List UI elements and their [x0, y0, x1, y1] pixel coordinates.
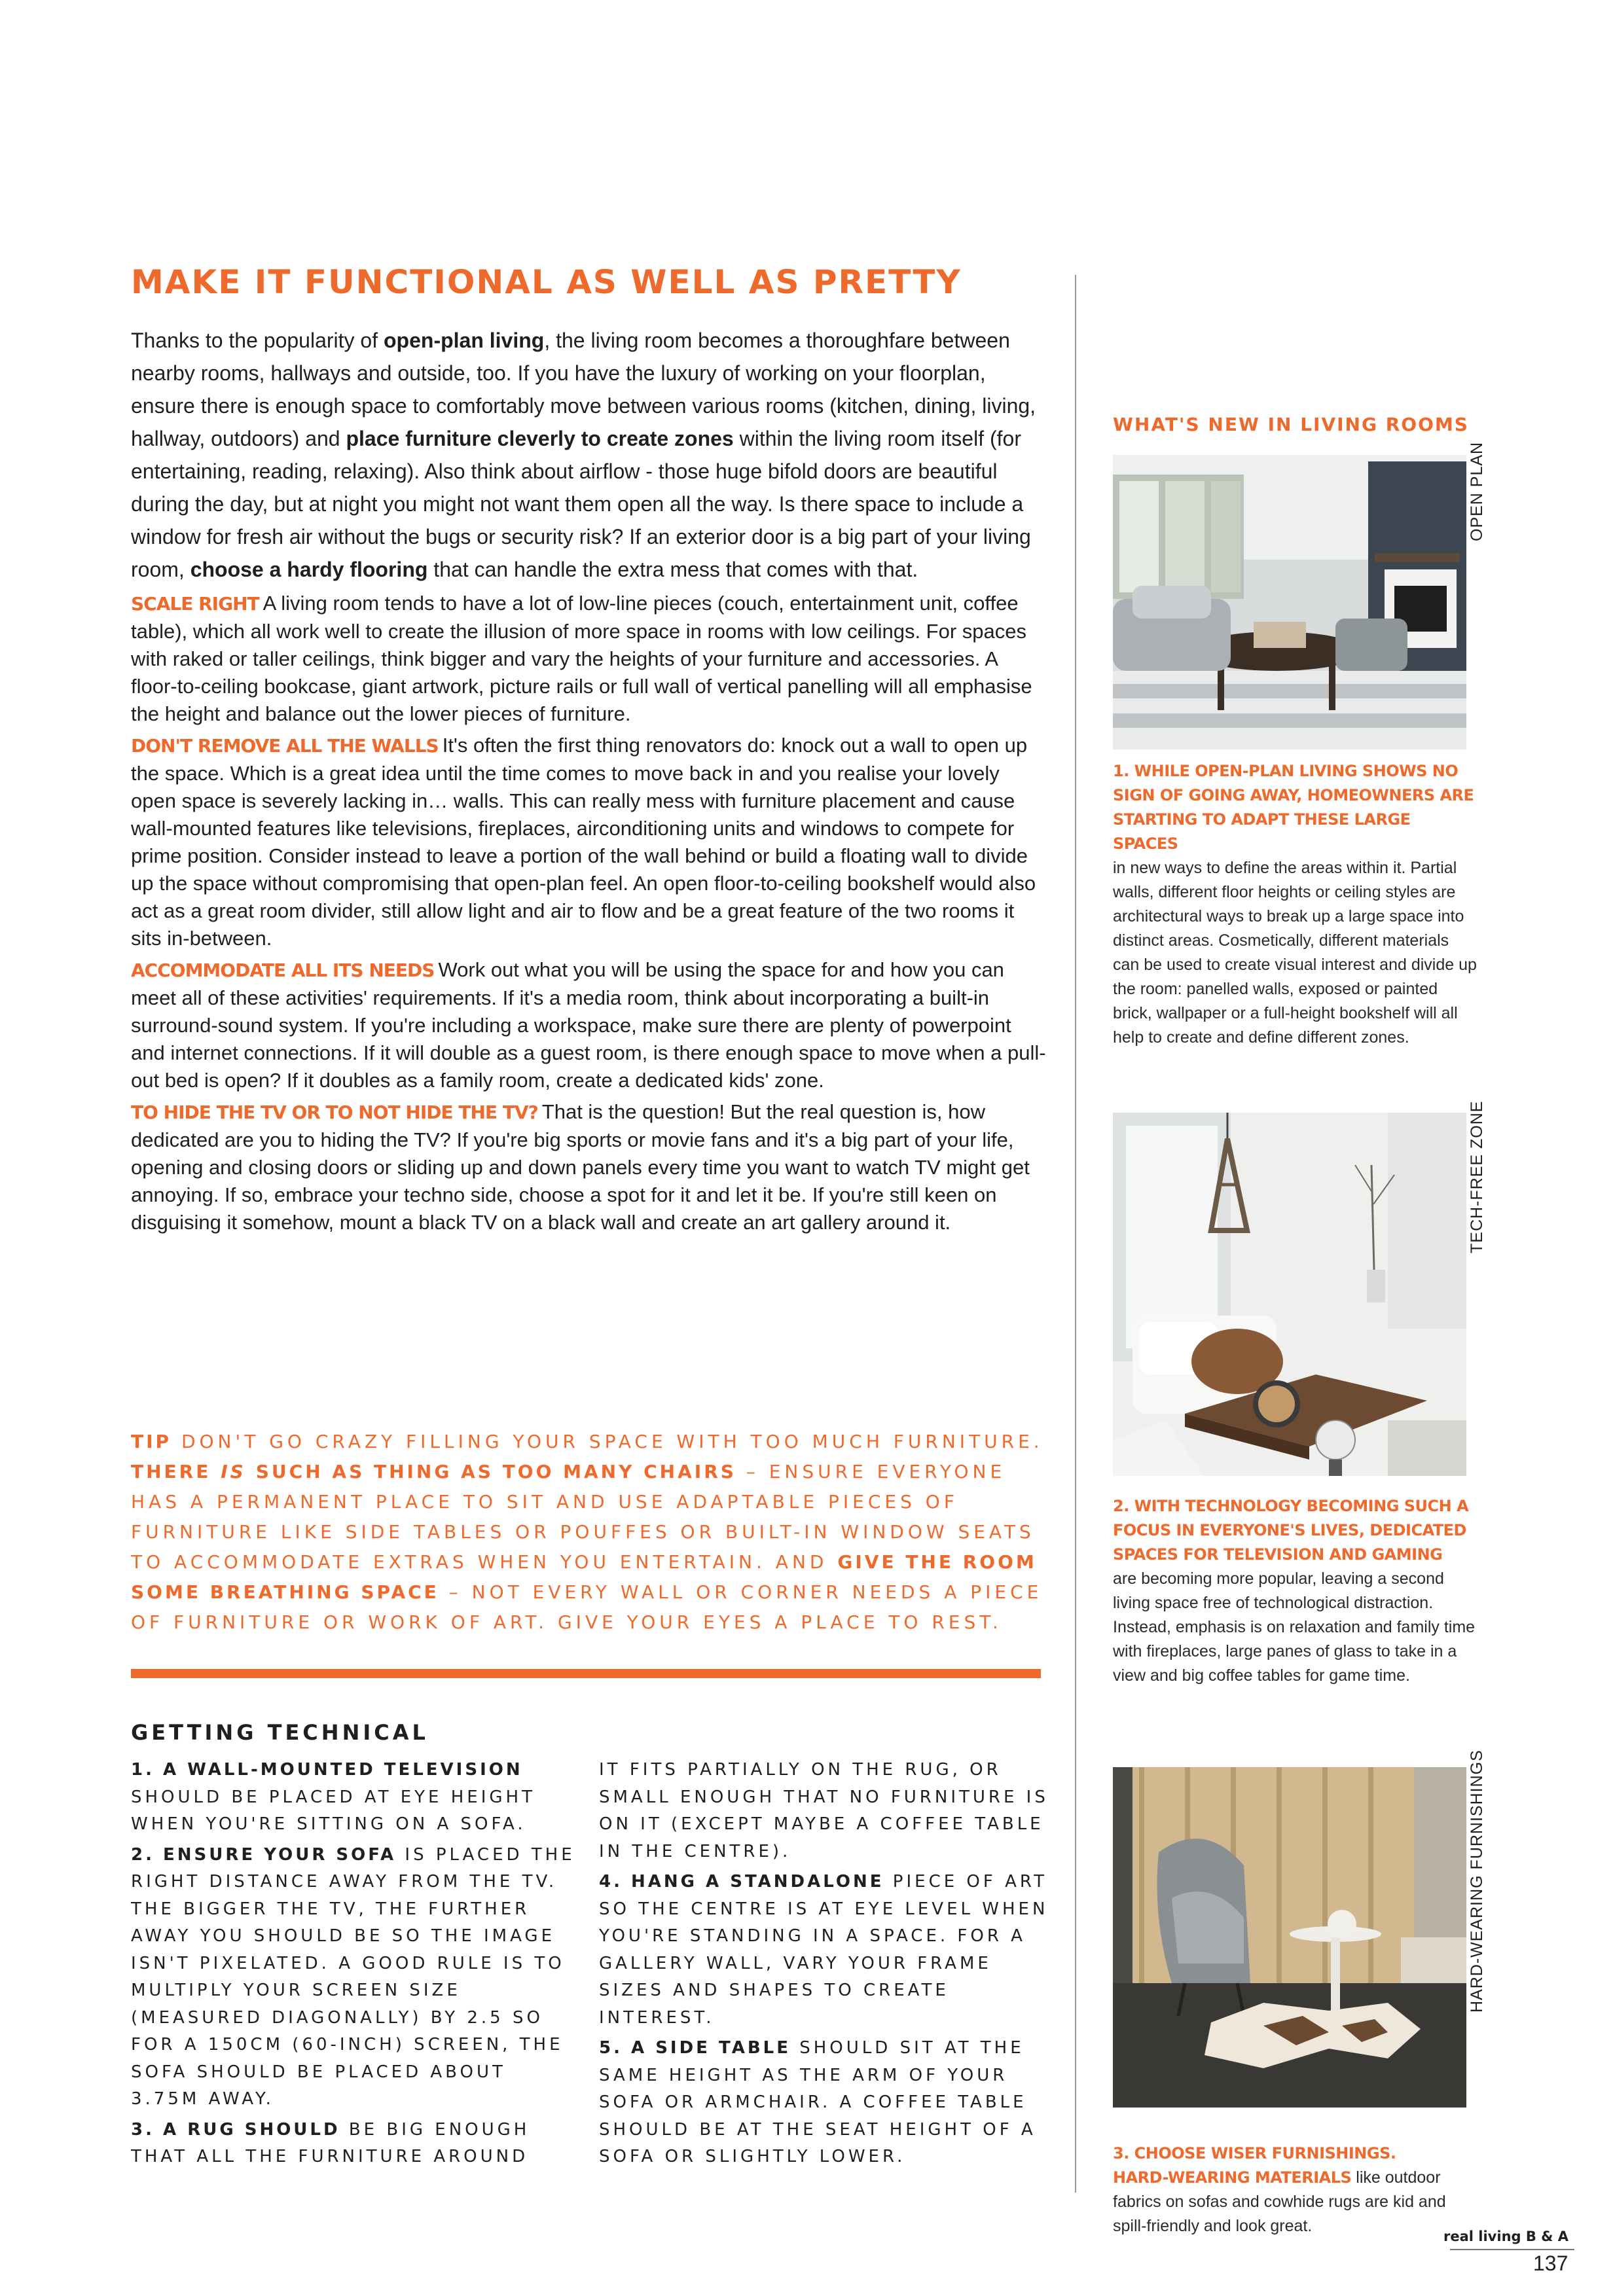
divider-bar	[131, 1669, 1041, 1678]
magazine-brand: real living B & A	[1443, 2229, 1569, 2244]
tip-bold: THERE	[131, 1461, 211, 1482]
column-divider	[1075, 275, 1076, 2193]
caption-heading: 1. WHILE OPEN-PLAN LIVING SHOWS NO SIGN OF GOING AWAY, HOMEOWNERS ARE STARTING TO ADAPT THESE LARGE SPACES	[1113, 762, 1474, 853]
caption-text: in new ways to define the areas within it. Partial walls, different floor heights or ceiling styles are architectural ways to break up a large space into distinct areas. Cosmetically, different materials can be used to create visual interest and divide up the room: panelled walls, exposed or painted brick, wallpaper or a full-height bookshelf will all help to create and define different zones.	[1113, 859, 1477, 1047]
technical-lead: 2. ENSURE YOUR SOFA	[131, 1844, 397, 1865]
technical-column-right	[599, 1757, 1051, 2174]
tip-text: – NOT EVERY WALL OR CORNER NEEDS A PIECE OF FURNITURE OR WORK OF ART. GIVE YOUR EYES A PLACE TO REST.	[131, 1581, 1043, 1633]
intro-text: Thanks to the popularity of	[131, 329, 384, 352]
intro-bold: place furniture cleverly to create zones	[346, 427, 734, 450]
page-headline: MAKE IT FUNCTIONAL AS WELL AS PRETTY	[131, 263, 962, 301]
technical-lead: 3. A RUG SHOULD	[131, 2119, 340, 2140]
section-scale-right	[131, 590, 1047, 728]
caption-tech-free-zone	[1113, 1494, 1479, 1688]
section-text: A living room tends to have a lot of low-line pieces (couch, entertainment unit, coffee table), which all work well to create the illusion of more space in rooms with low ceilings. For spaces with raked or taller ceilings, think bigger and vary the heights of your furniture and accessories. A floor-to-ceiling bookcase, giant artwork, picture rails or full wall of vertical panelling will all emphasise the height and balance out the lower pieces of furniture.	[131, 592, 1032, 725]
caption-heading: 2. WITH TECHNOLOGY BECOMING SUCH A FOCUS IN EVERYONE'S LIVES, DEDICATED SPACES FOR TELEVISION AND GAMING	[1113, 1497, 1469, 1564]
technical-title: GETTING TECHNICAL	[131, 1720, 429, 1745]
intro-text: that can handle the extra mess that comes with that.	[427, 558, 918, 581]
tip-italic: IS	[221, 1461, 246, 1482]
intro-bold: choose a hardy flooring	[190, 558, 428, 581]
caption-hard-wearing	[1113, 2142, 1479, 2238]
caption-text: are becoming more popular, leaving a second living space free of technological distraction. Instead, emphasis is on relaxation and family time with fireplaces, large panes of glass to take in a view and big coffee tables for game time.	[1113, 1570, 1476, 1685]
intro-text: within the living room itself (for entertaining, reading, relaxing). Also think about airflow - those huge bifold doors are beautiful during the day, but at night you might not want them open all the way. Is there space to include a window for fresh air without the bugs or security risk? If an exterior door is a big part of your living room,	[131, 427, 1031, 581]
photo-tech-free-zone	[1113, 1113, 1466, 1476]
section-dont-remove-walls	[131, 732, 1047, 952]
section-text: Work out what you will be using the space for and how you can meet all of these activities' requirements. If it's a media room, think about incorporating a built-in surround-sound system. If you're including a workspace, make sure there are plenty of powerpoint and internet connections. If it will double as a guest room, is there enough space to move when a pull-out bed is open? If it doubles as a family room, create a dedicated kids' zone.	[131, 958, 1046, 1092]
section-hide-tv	[131, 1098, 1047, 1236]
technical-item	[131, 1842, 583, 2113]
tech-free-zone-image	[1113, 1113, 1466, 1476]
technical-text: BE BIG ENOUGH THAT ALL THE FURNITURE AROUND	[131, 2119, 530, 2166]
footer-rule	[1450, 2249, 1574, 2250]
section-kicker: DON'T REMOVE ALL THE WALLS	[131, 735, 439, 757]
caption-text: like outdoor fabrics on sofas and cowhide rugs are kid and spill-friendly and look great.	[1113, 2168, 1446, 2235]
technical-item	[131, 2117, 583, 2171]
technical-text: SHOULD BE PLACED AT EYE HEIGHT WHEN YOU'RE SITTING ON A SOFA.	[131, 1787, 535, 1834]
sidebar-title: WHAT'S NEW IN LIVING ROOMS	[1113, 414, 1469, 435]
hard-wearing-image	[1113, 1767, 1466, 2108]
main-article	[131, 324, 1047, 1240]
technical-item	[599, 1869, 1051, 2032]
technical-text: SHOULD SIT AT THE SAME HEIGHT AS THE ARM OF YOUR SOFA OR ARMCHAIR. A COFFEE TABLE SHOULD BE AT THE SEAT HEIGHT OF A SOFA OR SLIGHTLY LOWER.	[599, 2038, 1036, 2166]
caption-open-plan	[1113, 759, 1479, 1050]
intro-text: , the living room becomes a thoroughfare between nearby rooms, hallways and outside, too. If you have the luxury of working on your floorplan, ensure there is enough space to comfortably move between various rooms (kitchen, dining, living, hallway, outdoors) and	[131, 329, 1036, 450]
technical-lead: 5. A SIDE TABLE	[599, 2038, 791, 2058]
technical-lead: 4. HANG A STANDALONE	[599, 1872, 884, 1892]
caption-heading: 3. CHOOSE WISER FURNISHINGS.	[1113, 2144, 1396, 2162]
section-kicker: ACCOMMODATE ALL ITS NEEDS	[131, 960, 435, 981]
technical-lead: 1. A WALL-MOUNTED TELEVISION	[131, 1760, 523, 1780]
section-kicker: TO HIDE THE TV OR TO NOT HIDE THE TV?	[131, 1102, 538, 1123]
photo-open-plan	[1113, 455, 1466, 749]
tip-text: DON'T GO CRAZY FILLING YOUR SPACE WITH TOO MUCH FURNITURE.	[181, 1431, 1043, 1452]
tip-label: TIP	[131, 1431, 172, 1452]
photo-hard-wearing	[1113, 1767, 1466, 2108]
section-kicker: SCALE RIGHT	[131, 593, 259, 615]
caption-heading-inline: HARD-WEARING MATERIALS	[1113, 2168, 1352, 2187]
panel-label-hard-wearing: HARD-WEARING FURNISHINGS	[1468, 1749, 1486, 2013]
technical-item-continued	[599, 1757, 1051, 1865]
panel-label-open-plan: OPEN PLAN	[1468, 441, 1486, 541]
tip-bold: GIVE THE ROOM SOME BREATHING SPACE	[131, 1551, 1037, 1603]
intro-paragraph	[131, 324, 1047, 586]
technical-item	[599, 2035, 1051, 2171]
panel-label-tech-free-zone: TECH-FREE ZONE	[1468, 1100, 1486, 1253]
section-text: It's often the first thing renovators do: knock out a wall to open up the space. Which is a great idea until the time comes to move back in and you realise your lovely open space is severely lacking in… walls. This can really mess with furniture placement and cause wall-mounted features like televisions, fireplaces, airconditioning units and windows to compete for prime position. Consider instead to leave a portion of the wall behind or build a floating wall to divide up the space without compromising that open-plan feel. An open floor-to-ceiling bookshelf would also act as a great room divider, still allow light and air to flow and be a great feature of the two rooms it sits in-between.	[131, 734, 1036, 950]
open-plan-image	[1113, 455, 1466, 749]
tip-bold: SUCH AS THING AS TOO MANY CHAIRS	[255, 1461, 736, 1482]
section-text: That is the question! But the real question is, how dedicated are you to hiding the TV? If you're big sports or movie fans and it's a big part of your life, opening and closing doors or sliding up and down panels every time you want to watch TV might get annoying. If so, embrace your techno side, choose a spot for it and let it be. If you're still keen on disguising it somehow, mount a black TV on a black wall and create an art gallery around it.	[131, 1100, 1030, 1234]
technical-column-left	[131, 1757, 583, 2174]
technical-item	[131, 1757, 583, 1839]
section-accommodate-needs	[131, 956, 1047, 1094]
technical-text: PIECE OF ART SO THE CENTRE IS AT EYE LEVEL WHEN YOU'RE STANDING IN A SPACE. FOR A GALLERY WALL, VARY YOUR FRAME SIZES AND SHAPES TO CREATE INTEREST.	[599, 1872, 1049, 2028]
page-number: 137	[1533, 2251, 1568, 2275]
tip-box	[131, 1427, 1060, 1638]
tip-text: – ENSURE EVERYONE HAS A PERMANENT PLACE TO SIT AND USE ADAPTABLE PIECES OF FURNITURE LIKE SIDE TABLES OR POUFFES OR BUILT-IN WINDOW SEATS TO ACCOMMODATE EXTRAS WHEN YOU ENTERTAIN. AND	[131, 1461, 1035, 1573]
technical-text: IS PLACED THE RIGHT DISTANCE AWAY FROM THE TV. THE BIGGER THE TV, THE FURTHER AWAY YOU SHOULD BE SO THE IMAGE ISN'T PIXELATED. A GOOD RULE IS TO MULTIPLY YOUR SCREEN SIZE (MEASURED DIAGONALLY) BY 2.5 SO FOR A 150CM (60-INCH) SCREEN, THE SOFA SHOULD BE PLACED ABOUT 3.75M AWAY.	[131, 1844, 575, 2109]
intro-bold: open-plan living	[384, 329, 545, 352]
technical-text: IT FITS PARTIALLY ON THE RUG, OR SMALL ENOUGH THAT NO FURNITURE IS ON IT (EXCEPT MAYBE A COFFEE TABLE IN THE CENTRE).	[599, 1760, 1049, 1861]
